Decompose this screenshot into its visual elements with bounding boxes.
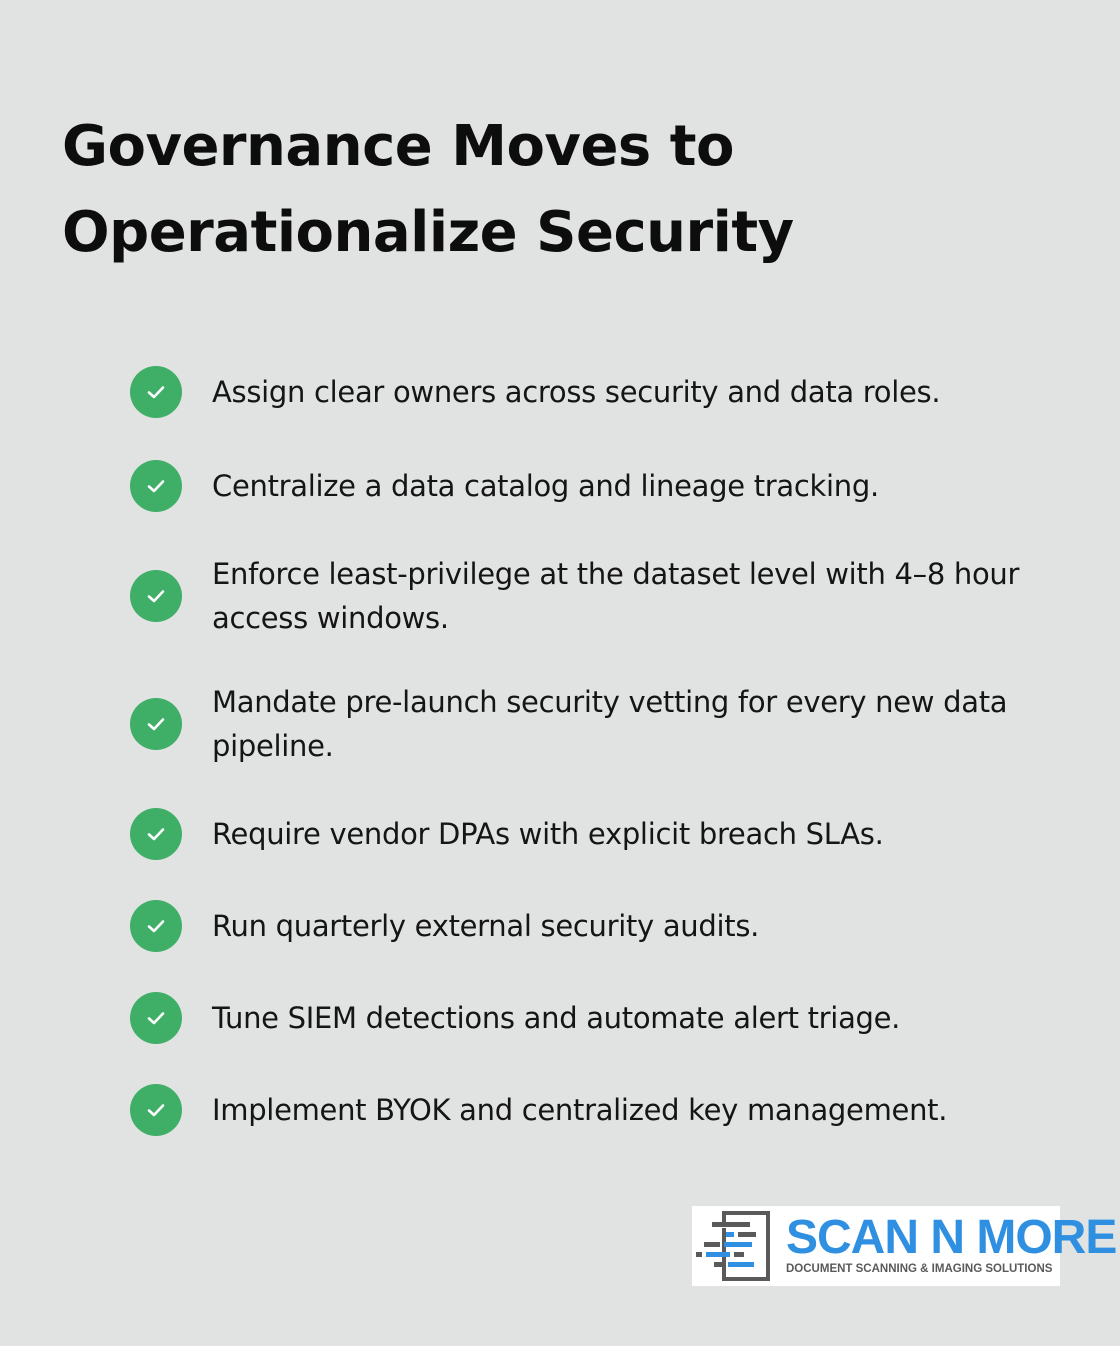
checklist-item-text: Mandate pre-launch security vetting for every new data pipeline. [212, 685, 1008, 763]
checklist-item-text: Implement BYOK and centralized key management. [212, 1093, 948, 1127]
page-title: Governance Moves to Operationalize Security [62, 114, 794, 265]
checklist-item-text: Centralize a data catalog and lineage tracking. [212, 469, 879, 503]
check-circle-icon [130, 808, 182, 860]
check-circle-icon [130, 698, 182, 750]
check-circle-icon [130, 460, 182, 512]
brand-logo [692, 1206, 1117, 1286]
checklist-item [130, 1084, 1060, 1136]
check-circle-icon [130, 1084, 182, 1136]
checklist-item [130, 366, 1060, 418]
scanner-document-icon [696, 1210, 774, 1282]
checklist-item-text: Require vendor DPAs with explicit breach SLAs. [212, 817, 884, 851]
checklist-item [130, 552, 1060, 640]
check-circle-icon [130, 570, 182, 622]
check-circle-icon [130, 900, 182, 952]
checklist-item-text: Run quarterly external security audits. [212, 909, 760, 943]
logo-name: SCAN N MORE [786, 1211, 1117, 1264]
checklist-item [130, 900, 1060, 952]
checklist-item [130, 992, 1060, 1044]
checklist-item [130, 680, 1060, 768]
logo-tagline: DOCUMENT SCANNING & IMAGING SOLUTIONS [786, 1263, 1053, 1275]
check-circle-icon [130, 992, 182, 1044]
checklist-item-text: Assign clear owners across security and data roles. [212, 375, 941, 409]
check-circle-icon [130, 366, 182, 418]
checklist-item [130, 460, 1060, 512]
checklist-item-text: Enforce least-privilege at the dataset level with 4–8 hour access windows. [212, 557, 1020, 635]
checklist-item [130, 808, 1060, 860]
checklist-item-text: Tune SIEM detections and automate alert triage. [212, 1001, 901, 1035]
